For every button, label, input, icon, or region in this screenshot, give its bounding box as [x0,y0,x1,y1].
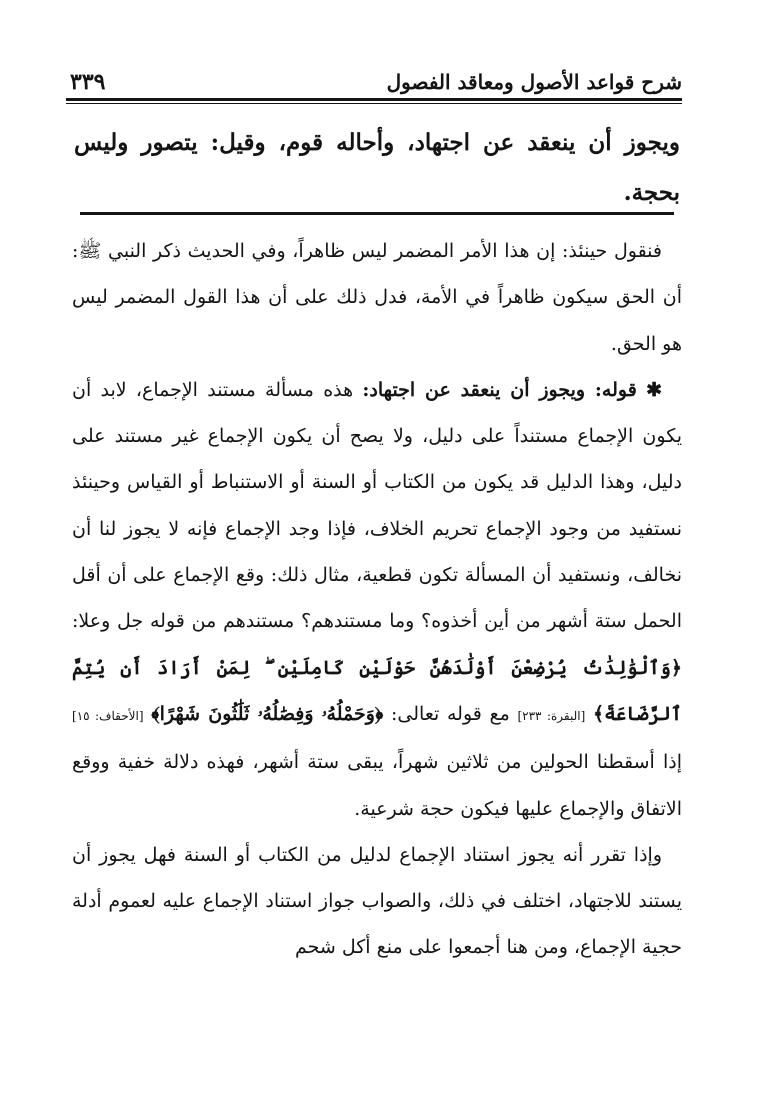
matn-divider [80,212,674,215]
matn-quote: قوله: ويجوز أن ينعقد عن اجتهاد: [362,378,637,401]
verse-reference-2: [الأحقاف: ١٥] [72,708,144,723]
header-divider [66,98,682,104]
running-header [70,58,682,96]
paragraph-2-continuation: إذا أسقطنا الحولين من ثلاثين شهراً، يبقى ستة أشهر، فهذه دلالة خفية ووقع الاتفاق والإجماع عليها فيكون حجة شرعية. [72,751,682,820]
verse-reference-1: [البقرة: ٢٣٣] [517,708,586,723]
quran-verse-1: ﴿وَٱلْوَٰلِدَٰتُ يُرْضِعْنَ أَوْلَٰدَهُنَّ حَوْلَيْنِ كَامِلَيْنِ ۖ لِمَنْ أَرَادَ أَن يُتِمَّ ٱلرَّضَاعَةَ﴾ [72,656,682,725]
matn-text: ويجوز أن ينعقد عن اجتهاد، وأحاله قوم، وقيل: يتصور وليس بحجة. [74,129,680,206]
quran-verse-2: ﴿وَحَمْلُهُۥ وَفِصَٰلُهُۥ ثَلَٰثُونَ شَهْرًا﴾ [151,702,384,725]
paragraph-2-text: هذه مسألة مستند الإجماع، لابد أن يكون الإجماع مستنداً على دليل، ولا يصح أن يكون الإجماع غير مستند على دليل، وهذا الدليل قد يكون من الكتاب أو السنة أو الاستنباط أو القياس وحينئذ نستفيد من وجود الإجماع تحريم الخلاف، فإذا وجد الإجماع فإنه لا يجوز لنا أن نخالف، ونستفيد أن المسألة تكون قطعية، مثال ذلك: وقع الإجماع على أن أقل الحمل ستة أشهر من أين أخذوه؟ وما مستندهم؟ مستندهم من قوله جل وعلا: [72,378,682,633]
commentary-body [72,228,682,971]
paragraph-3: وإذا تقرر أنه يجوز استناد الإجماع لدليل من الكتاب أو السنة فهل يجوز أن يستند للاجتهاد، اختلف في ذلك، والصواب جواز استناد الإجماع عليه لعموم أدلة حجية الإجماع، ومن هنا أجمعوا على منع أكل شحم [72,843,682,959]
asterisk-marker: ✱ [646,378,662,401]
header-title: شرح قواعد الأصول ومعاقد الفصول [386,70,682,94]
page-number: ٣٣٩ [70,69,106,95]
paragraph-1: فنقول حينئذ: إن هذا الأمر المضمر ليس ظاهراً، وفي الحديث ذكر النبي ﷺ: أن الحق سيكون ظاهراً في الأمة، فدل ذلك على أن هذا القول المضمر ليس هو الحق. [72,240,682,355]
connector-text: مع قوله تعالى: [391,702,510,725]
paragraph-2 [72,367,682,832]
